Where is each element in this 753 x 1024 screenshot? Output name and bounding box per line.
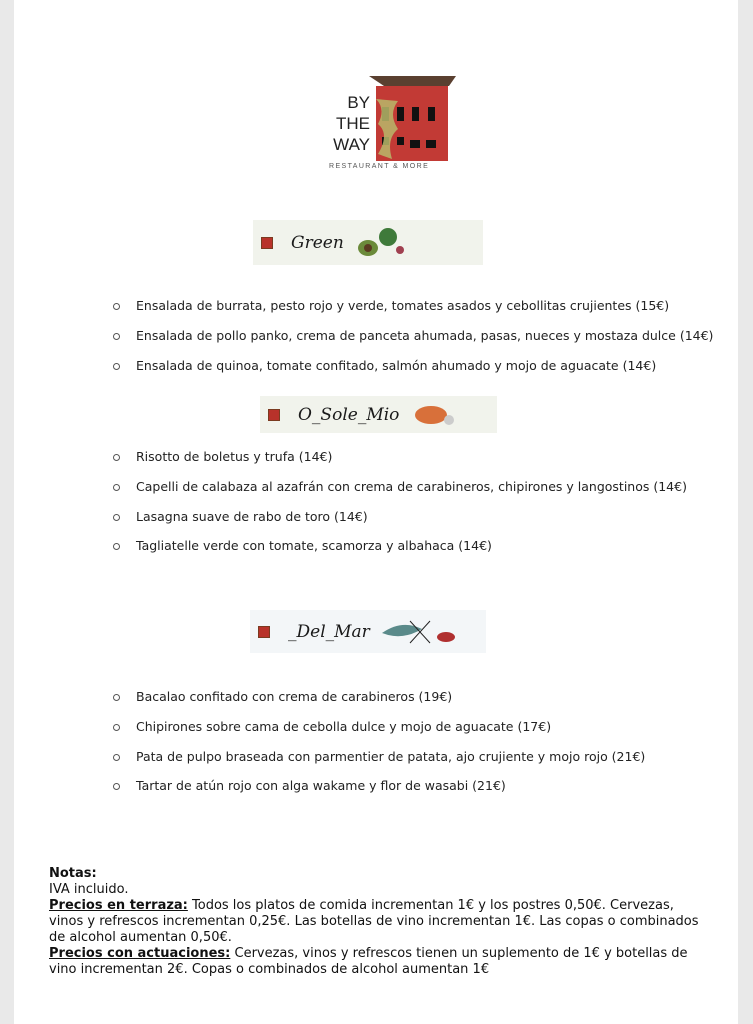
section-banner-o-sole-mio (260, 396, 497, 433)
menu-item-text: Tartar de atún rojo con alga wakame y flor de wasabi (21€) (136, 778, 506, 793)
logo-line-2: THE (336, 114, 370, 133)
menu-item-text: Ensalada de quinoa, tomate confitado, salmón ahumado y mojo de aguacate (14€) (136, 358, 657, 373)
actuaciones-text: Cervezas, vinos y refrescos tienen un suplemento de 1€ y botellas de vino incrementan 2€. Copas o combinados de alcohol aumentan 1€ (49, 946, 688, 977)
menu-item-text: Ensalada de burrata, pesto rojo y verde, tomates asados y cebollitas crujientes (15€) (136, 298, 670, 313)
bullet-icon (113, 694, 120, 701)
logo-line-1: BY (347, 93, 370, 112)
menu-item-text: Ensalada de pollo panko, crema de panceta ahumada, pasas, nueces y mostaza dulce (14€) (136, 328, 714, 343)
bullet-icon (113, 543, 120, 550)
bullet-icon (113, 724, 120, 731)
notes-actuaciones (49, 946, 709, 978)
menu-page (14, 0, 738, 1024)
vegetables-icon (354, 226, 414, 260)
bullet-icon (113, 514, 120, 521)
section-title: Green (291, 232, 344, 253)
menu-item-text: Bacalao confitado con crema de carabineros (19€) (136, 689, 453, 704)
notes-iva: IVA incluido. (49, 882, 129, 897)
menu-item-text: Lasagna suave de rabo de toro (14€) (136, 509, 368, 524)
bullet-icon (113, 754, 120, 761)
bullet-icon (113, 783, 120, 790)
bullet-icon (113, 333, 120, 340)
restaurant-logo (314, 74, 464, 174)
menu-item-text: Chipirones sobre cama de cebolla dulce y mojo de aguacate (17€) (136, 719, 552, 734)
menu-item-text: Capelli de calabaza al azafrán con crema de carabineros, chipirones y langostinos (14€) (136, 479, 687, 494)
building-icon (261, 237, 273, 249)
bullet-icon (113, 454, 120, 461)
section-title: _Del_Mar (288, 621, 370, 642)
building-icon (258, 626, 270, 638)
menu-item-text: Tagliatelle verde con tomate, scamorza y albahaca (14€) (136, 538, 492, 553)
notes-heading: Notas: (49, 866, 97, 881)
menu-item-text: Pata de pulpo braseada con parmentier de patata, ajo crujiente y mojo rojo (21€) (136, 749, 646, 764)
section-title: O_Sole_Mio (298, 404, 400, 425)
bullet-icon (113, 363, 120, 370)
section-banner-del-mar (250, 610, 486, 653)
logo-subtitle: RESTAURANT & MORE (329, 163, 430, 170)
menu-item-text: Risotto de boletus y trufa (14€) (136, 449, 333, 464)
terraza-label: Precios en terraza: (49, 898, 188, 913)
terraza-text: Todos los platos de comida incrementan 1€ y los postres 0,50€. Cervezas, vinos y refrescos incrementan 0,25€. Las botellas de vino incrementan 1€. Las copas o combinados de alcohol aumentan 0,50€. (49, 898, 699, 945)
seafood-icon (380, 617, 460, 647)
bullet-icon (113, 303, 120, 310)
notes-section (49, 866, 709, 978)
notes-terraza (49, 898, 709, 946)
building-icon (268, 409, 280, 421)
bullet-icon (113, 484, 120, 491)
ham-icon (409, 400, 469, 430)
section-banner-green (253, 220, 483, 265)
logo-line-3: WAY (333, 135, 370, 154)
actuaciones-label: Precios con actuaciones: (49, 946, 231, 961)
